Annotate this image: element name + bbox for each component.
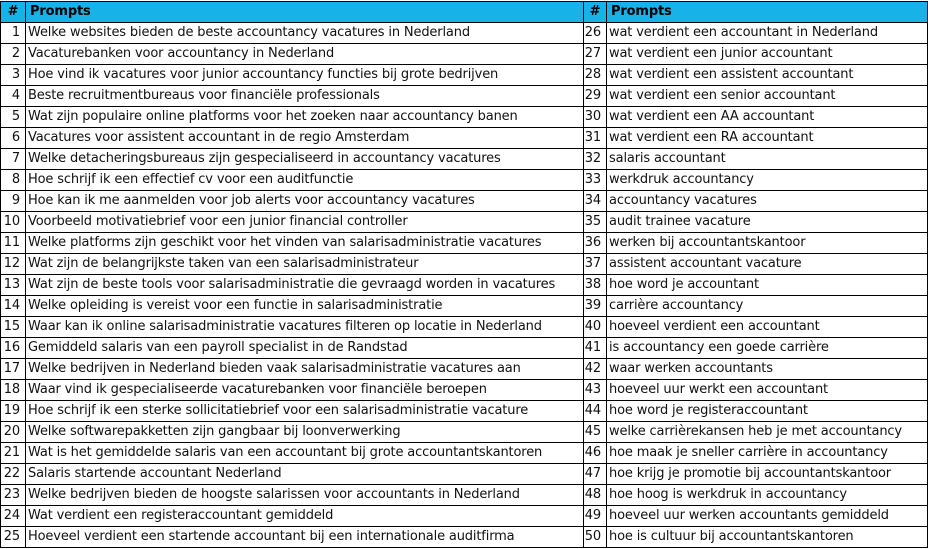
table-row <box>1 65 928 86</box>
prompt-cell-right: hoe is cultuur bij accountantskantoren <box>607 527 928 548</box>
row-number-right: 42 <box>584 359 607 380</box>
row-number-left: 7 <box>1 149 26 170</box>
prompt-cell-left: Hoe kan ik me aanmelden voor job alerts voor accountancy vacatures <box>26 191 584 212</box>
row-number-left: 9 <box>1 191 26 212</box>
prompt-cell-left: Salaris startende accountant Nederland <box>26 464 584 485</box>
table-row <box>1 527 928 548</box>
row-number-left: 13 <box>1 275 26 296</box>
row-number-left: 16 <box>1 338 26 359</box>
table-row <box>1 254 928 275</box>
table-row <box>1 275 928 296</box>
header-row <box>1 2 928 23</box>
header-number-left: # <box>1 2 26 23</box>
table-row <box>1 401 928 422</box>
row-number-right: 30 <box>584 107 607 128</box>
table-row <box>1 359 928 380</box>
table-row <box>1 506 928 527</box>
prompt-cell-left: Waar vind ik gespecialiseerde vacaturebanken voor financiële beroepen <box>26 380 584 401</box>
prompt-cell-left: Welke websites bieden de beste accountancy vacatures in Nederland <box>26 23 584 44</box>
prompt-cell-right: welke carrièrekansen heb je met accountancy <box>607 422 928 443</box>
row-number-right: 43 <box>584 380 607 401</box>
row-number-right: 45 <box>584 422 607 443</box>
prompt-cell-left: Wat zijn populaire online platforms voor het zoeken naar accountancy banen <box>26 107 584 128</box>
row-number-left: 11 <box>1 233 26 254</box>
prompt-cell-left: Vacatures voor assistent accountant in de regio Amsterdam <box>26 128 584 149</box>
prompt-cell-left: Welke bedrijven bieden de hoogste salarissen voor accountants in Nederland <box>26 485 584 506</box>
table-row <box>1 233 928 254</box>
row-number-right: 47 <box>584 464 607 485</box>
prompt-cell-left: Welke bedrijven in Nederland bieden vaak salarisadministratie vacatures aan <box>26 359 584 380</box>
prompt-cell-right: wat verdient een senior accountant <box>607 86 928 107</box>
table-row <box>1 443 928 464</box>
table-row <box>1 170 928 191</box>
table-row <box>1 212 928 233</box>
table-row <box>1 107 928 128</box>
prompt-cell-left: Hoe vind ik vacatures voor junior accountancy functies bij grote bedrijven <box>26 65 584 86</box>
row-number-right: 28 <box>584 65 607 86</box>
prompt-cell-right: werken bij accountantskantoor <box>607 233 928 254</box>
prompt-cell-left: Welke detacheringsbureaus zijn gespecialiseerd in accountancy vacatures <box>26 149 584 170</box>
prompt-cell-left: Wat is het gemiddelde salaris van een accountant bij grote accountantskantoren <box>26 443 584 464</box>
prompt-cell-left: Waar kan ik online salarisadministratie vacatures filteren op locatie in Nederland <box>26 317 584 338</box>
row-number-right: 34 <box>584 191 607 212</box>
prompt-cell-right: hoe maak je sneller carrière in accountancy <box>607 443 928 464</box>
prompt-cell-left: Hoeveel verdient een startende accountant bij een internationale auditfirma <box>26 527 584 548</box>
prompt-cell-right: wat verdient een accountant in Nederland <box>607 23 928 44</box>
table-row <box>1 191 928 212</box>
prompt-cell-right: audit trainee vacature <box>607 212 928 233</box>
table-row <box>1 317 928 338</box>
table-row <box>1 86 928 107</box>
prompt-cell-left: Welke opleiding is vereist voor een functie in salarisadministratie <box>26 296 584 317</box>
prompt-cell-right: hoe word je accountant <box>607 275 928 296</box>
row-number-right: 41 <box>584 338 607 359</box>
prompt-cell-left: Beste recruitmentbureaus voor financiële professionals <box>26 86 584 107</box>
row-number-left: 15 <box>1 317 26 338</box>
prompt-cell-right: wat verdient een AA accountant <box>607 107 928 128</box>
table-row <box>1 296 928 317</box>
prompt-cell-right: werkdruk accountancy <box>607 170 928 191</box>
table-row <box>1 464 928 485</box>
row-number-right: 27 <box>584 44 607 65</box>
prompt-cell-right: accountancy vacatures <box>607 191 928 212</box>
row-number-left: 14 <box>1 296 26 317</box>
prompt-cell-right: hoe krijg je promotie bij accountantskantoor <box>607 464 928 485</box>
prompt-cell-right: hoeveel uur werken accountants gemiddeld <box>607 506 928 527</box>
prompt-cell-right: hoe word je registeraccountant <box>607 401 928 422</box>
row-number-right: 44 <box>584 401 607 422</box>
row-number-right: 50 <box>584 527 607 548</box>
row-number-left: 10 <box>1 212 26 233</box>
row-number-right: 35 <box>584 212 607 233</box>
prompt-cell-left: Wat zijn de belangrijkste taken van een salarisadministrateur <box>26 254 584 275</box>
row-number-left: 4 <box>1 86 26 107</box>
row-number-right: 49 <box>584 506 607 527</box>
prompt-cell-left: Welke platforms zijn geschikt voor het vinden van salarisadministratie vacatures <box>26 233 584 254</box>
row-number-right: 38 <box>584 275 607 296</box>
row-number-left: 21 <box>1 443 26 464</box>
table-row <box>1 380 928 401</box>
prompt-cell-right: carrière accountancy <box>607 296 928 317</box>
header-prompts-right: Prompts <box>607 2 928 23</box>
prompt-cell-right: waar werken accountants <box>607 359 928 380</box>
prompt-cell-right: is accountancy een goede carrière <box>607 338 928 359</box>
prompt-cell-right: hoeveel verdient een accountant <box>607 317 928 338</box>
row-number-left: 5 <box>1 107 26 128</box>
prompt-cell-right: wat verdient een RA accountant <box>607 128 928 149</box>
row-number-right: 36 <box>584 233 607 254</box>
prompt-cell-right: wat verdient een junior accountant <box>607 44 928 65</box>
row-number-right: 39 <box>584 296 607 317</box>
row-number-left: 17 <box>1 359 26 380</box>
row-number-left: 12 <box>1 254 26 275</box>
row-number-left: 24 <box>1 506 26 527</box>
row-number-left: 2 <box>1 44 26 65</box>
row-number-left: 8 <box>1 170 26 191</box>
table-row <box>1 485 928 506</box>
row-number-right: 33 <box>584 170 607 191</box>
table-row <box>1 44 928 65</box>
row-number-left: 20 <box>1 422 26 443</box>
table-row <box>1 422 928 443</box>
row-number-left: 25 <box>1 527 26 548</box>
prompt-cell-left: Gemiddeld salaris van een payroll specialist in de Randstad <box>26 338 584 359</box>
prompt-cell-left: Hoe schrijf ik een sterke sollicitatiebrief voor een salarisadministratie vacature <box>26 401 584 422</box>
row-number-left: 3 <box>1 65 26 86</box>
prompt-cell-left: Wat verdient een registeraccountant gemiddeld <box>26 506 584 527</box>
row-number-right: 48 <box>584 485 607 506</box>
row-number-left: 1 <box>1 23 26 44</box>
prompt-cell-left: Welke softwarepakketten zijn gangbaar bij loonverwerking <box>26 422 584 443</box>
row-number-left: 18 <box>1 380 26 401</box>
table-row <box>1 128 928 149</box>
row-number-left: 19 <box>1 401 26 422</box>
table-body <box>1 23 928 548</box>
row-number-right: 32 <box>584 149 607 170</box>
table-row <box>1 23 928 44</box>
prompt-cell-left: Vacaturebanken voor accountancy in Nederland <box>26 44 584 65</box>
row-number-right: 29 <box>584 86 607 107</box>
prompt-cell-left: Hoe schrijf ik een effectief cv voor een auditfunctie <box>26 170 584 191</box>
prompt-cell-right: hoe hoog is werkdruk in accountancy <box>607 485 928 506</box>
row-number-right: 26 <box>584 23 607 44</box>
header-number-right: # <box>584 2 607 23</box>
row-number-right: 37 <box>584 254 607 275</box>
row-number-left: 6 <box>1 128 26 149</box>
header-prompts-left: Prompts <box>26 2 584 23</box>
prompt-cell-right: salaris accountant <box>607 149 928 170</box>
row-number-right: 31 <box>584 128 607 149</box>
row-number-left: 23 <box>1 485 26 506</box>
row-number-left: 22 <box>1 464 26 485</box>
table-row <box>1 338 928 359</box>
prompt-cell-left: Wat zijn de beste tools voor salarisadministratie die gevraagd worden in vacatures <box>26 275 584 296</box>
prompt-cell-right: assistent accountant vacature <box>607 254 928 275</box>
prompts-table <box>0 1 928 548</box>
prompt-cell-right: hoeveel uur werkt een accountant <box>607 380 928 401</box>
row-number-right: 46 <box>584 443 607 464</box>
prompt-cell-right: wat verdient een assistent accountant <box>607 65 928 86</box>
table-row <box>1 149 928 170</box>
row-number-right: 40 <box>584 317 607 338</box>
prompt-cell-left: Voorbeeld motivatiebrief voor een junior financial controller <box>26 212 584 233</box>
